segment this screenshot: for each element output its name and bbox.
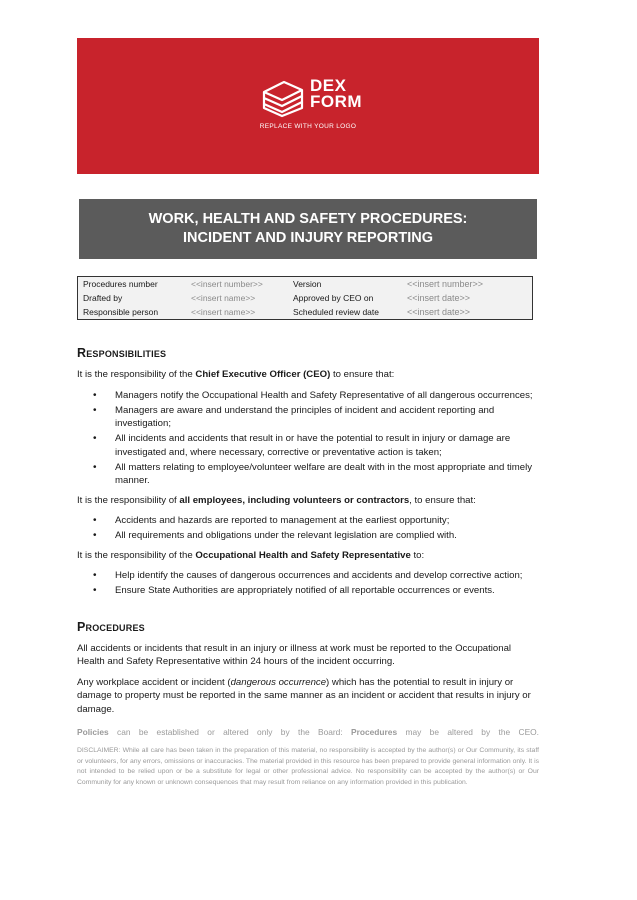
meta-row [78,277,533,292]
ceo-intro: It is the responsibility of the Chief Executive Officer (CEO) to ensure that: [77,369,395,380]
ohs-rep-responsibilities-list [77,569,539,598]
logo-text-dex: DEX [310,76,347,95]
document-page [77,38,539,788]
procedures-paragraph-1: All accidents or incidents that result in an injury or illness at work must be reported to the Occupational Health and Safety Representative within 24 hours of the incident occurring. [77,642,512,667]
meta-value: <<insert name>> [191,307,256,317]
document-meta-table [77,276,533,320]
employee-responsibilities-list [77,514,539,543]
list-item: • Ensure State Authorities are appropriately notified of all reportable occurrences or events. [115,584,539,598]
list-item: • All matters relating to employee/volunteer welfare are dealt with in the most appropriate and timely manner. [115,461,539,488]
header-banner [77,38,539,174]
list-item: • All requirements and obligations under the relevant legislation are complied with. [115,529,539,543]
meta-label: Procedures number [83,279,158,289]
meta-label: Responsible person [83,307,159,317]
disclaimer-text: DISCLAIMER: While all care has been taken in the preparation of this material, no responsibility is accepted by the author(s) or Our Community, its staff or volunteers, for any errors, omissions or inaccuracies. The material provided in this resource has been prepared to provide general information only. It is not intended to be relied upon or be a substitute for legal or other professional advice. No responsibility can be accepted by the author(s) or Our Community for any known or unknown consequences that may result from reliance on any information provided in this publication. [77,747,539,786]
document-title-bar [79,199,537,259]
list-item: • All incidents and accidents that result in or have the potential to result in injury or damage are investigated and, where necessary, corrective or preventative action is taken; [115,432,539,459]
list-item: • Managers notify the Occupational Health and Safety Representative of all dangerous occurrences; [115,389,539,403]
meta-label: Approved by CEO on [293,293,374,303]
list-item: • Managers are aware and understand the principles of incident and accident reporting and investigation; [115,404,539,431]
procedures-heading: Procedures [77,619,145,634]
responsibilities-heading: Responsibilities [77,346,167,360]
policies-note: Policies can be established or altered only by the Board: Procedures may be altered by the CEO. [77,727,539,737]
meta-label: Drafted by [83,293,123,303]
title-line-1: WORK, HEALTH AND SAFETY PROCEDURES: [148,211,468,227]
ceo-responsibilities-list [77,389,539,488]
title-line-2: INCIDENT AND INJURY REPORTING [182,230,433,246]
meta-label: Scheduled review date [293,307,380,317]
ohs-rep-intro: It is the responsibility of the Occupational Health and Safety Representative to: [77,549,425,561]
employees-intro: It is the responsibility of all employees, including volunteers or contractors, to ensure that: [77,494,476,506]
list-item: • Help identify the causes of dangerous occurrences and accidents and develop corrective action; [115,569,539,583]
stacked-papers-icon [260,78,306,118]
logo-text-form: FORM [310,92,363,111]
meta-value: <<insert name>> [191,293,256,303]
meta-value: <<insert date>> [407,293,471,303]
logo-tagline: REPLACE WITH YOUR LOGO [259,123,357,130]
meta-value: <<insert date>> [407,307,471,317]
meta-value: <<insert number>> [191,279,263,289]
list-item: • Accidents and hazards are reported to management at the earliest opportunity; [115,514,539,528]
meta-value: <<insert number>> [407,279,484,289]
meta-row [78,305,533,320]
meta-label: Version [293,279,322,289]
procedures-paragraph-2: Any workplace accident or incident (dangerous occurrence) which has the potential to result in injury or damage to property must be reported in the same manner as an incident or accident that results in injury or damage. [77,676,531,715]
meta-row [78,291,533,305]
